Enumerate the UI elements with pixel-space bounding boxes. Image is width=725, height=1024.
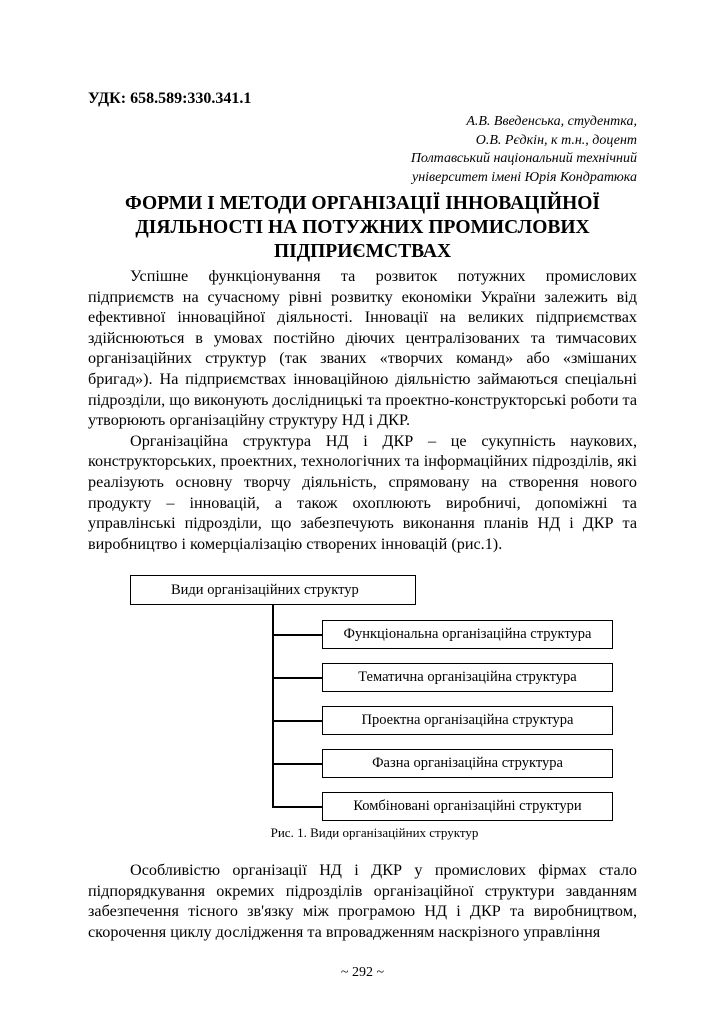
diagram-branch-line xyxy=(272,634,322,636)
author-line: О.В. Рєдкін, к т.н., доцент xyxy=(475,132,637,148)
paragraph: Організаційна структура НД і ДКР – це сукупність наукових, конструкторських, проектних, технологічних та інформаційних підрозділів, які реалізують основну творчу діяльність, спрямовану на створення нового продукту – інновацій, а також охоплюють виробничі, допоміжні та управлінські підрозділи, що забезпечують виконання планів НД і ДКР та виробництво і комерціалізацію створених інновацій (рис.1). xyxy=(88,431,637,553)
diagram-item-box xyxy=(322,749,613,778)
diagram-trunk-line xyxy=(272,605,274,808)
body-text-top xyxy=(88,266,637,554)
diagram-item-box xyxy=(322,620,613,649)
title-line: ФОРМИ І МЕТОДИ ОРГАНІЗАЦІЇ ІННОВАЦІЙНОЇ xyxy=(124,193,601,214)
affiliation-line: університет імені Юрія Кондратюка xyxy=(412,169,637,185)
diagram-item-label: Проектна організаційна структура xyxy=(361,712,574,728)
title-line: ДІЯЛЬНОСТІ НА ПОТУЖНИХ ПРОМИСЛОВИХ xyxy=(135,217,590,238)
diagram-root-label: Види організаційних структур xyxy=(171,581,359,598)
diagram-branch-line xyxy=(272,806,322,808)
page-number: ~ 292 ~ xyxy=(340,965,385,980)
diagram-branch-line xyxy=(272,720,322,722)
udk-code: УДК: 658.589:330.341.1 xyxy=(88,90,252,107)
paragraph: Особливістю організації НД і ДКР у промислових фірмах стало підпорядкування окремих підрозділів організаційної структури завданням забезпечення тісного зв'язку між програмою НД і ДКР та виробництвом, скорочення циклу дослідження та впровадженням наскрізного управління xyxy=(88,861,637,941)
diagram-branch-line xyxy=(272,677,322,679)
diagram-item-box xyxy=(322,706,613,735)
affiliation-line: Полтавський національний технічний xyxy=(410,151,637,166)
diagram-root-box xyxy=(130,575,416,605)
paper-title xyxy=(88,192,637,264)
diagram-item-label: Фазна організаційна структура xyxy=(372,755,563,771)
body-text-bottom xyxy=(88,860,637,942)
authors-block xyxy=(411,113,637,187)
figure-caption xyxy=(0,825,725,841)
diagram-branch-line xyxy=(272,763,322,765)
title-line: ПІДПРИЄМСТВАХ xyxy=(273,241,452,262)
diagram-item-box xyxy=(322,663,613,692)
author-line: А.В. Введенська, студентка, xyxy=(466,114,637,129)
diagram-item-box xyxy=(322,792,613,821)
paragraph: Успішне функціонування та розвиток потужних промислових підприємств на сучасному рівні розвитку економіки України залежить від ефективної інноваційної діяльності. Інновації на великих підприємствах здійснюються в умовах постійно діючих централізованих та тимчасових організаційних структур (так званих «творчих команд» або «змішаних бригад»). На підприємствах інноваційною діяльністю займаються спеціальні підрозділи, що виконують дослідницькі та проектно-конструкторські роботи та утворюють організаційну структуру НД і ДКР. xyxy=(88,267,638,430)
diagram-item-label: Тематична організаційна структура xyxy=(358,669,577,685)
figure-caption-text: Рис. 1. Види організаційних структур xyxy=(270,825,479,840)
diagram-item-label: Комбіновані організаційні структури xyxy=(353,798,582,814)
diagram-item-label: Функціональна організаційна структура xyxy=(343,626,592,642)
